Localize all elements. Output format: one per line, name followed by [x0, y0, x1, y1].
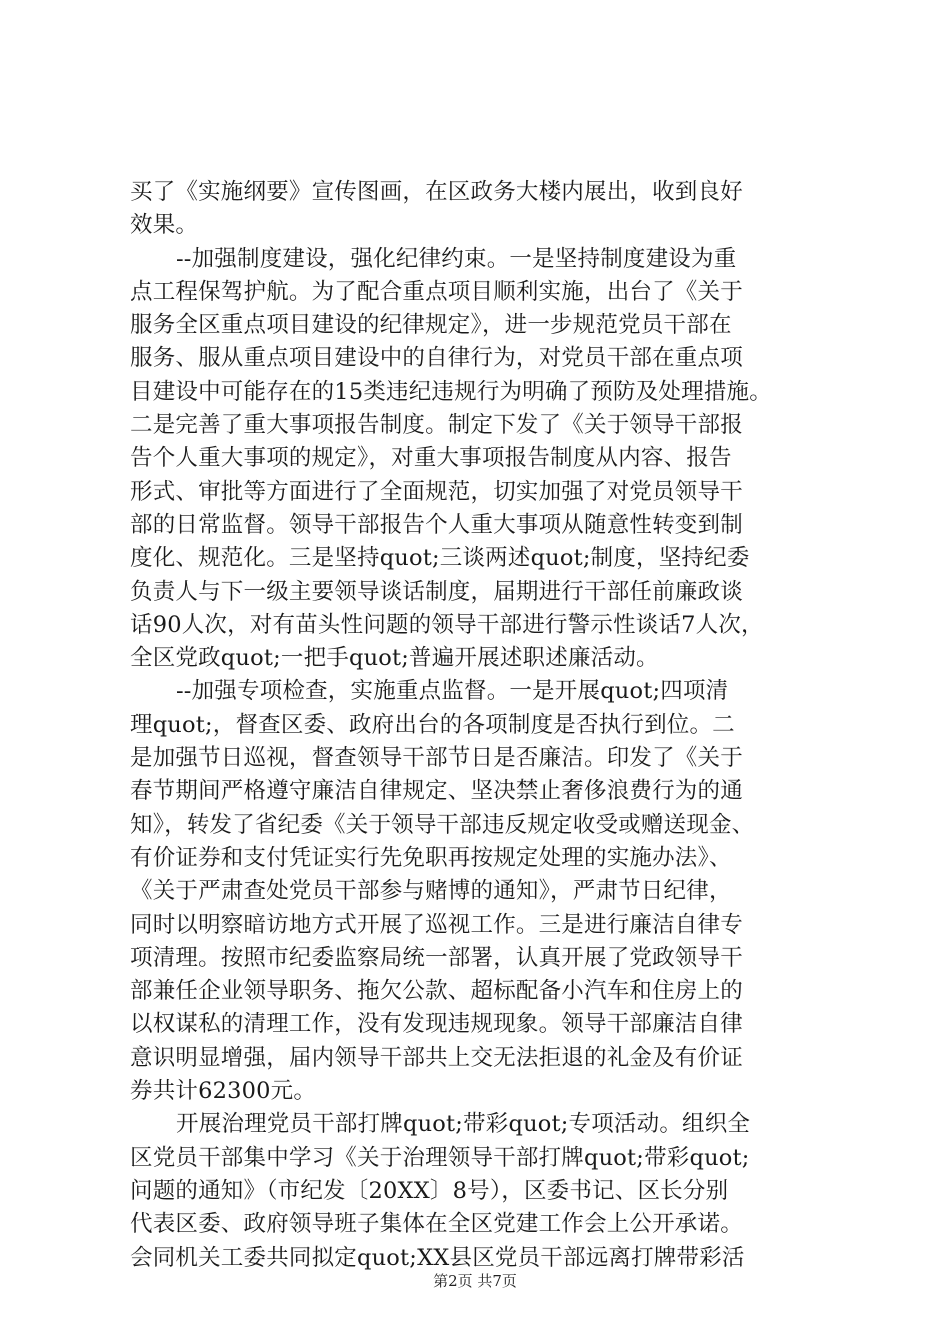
text-line: 以权谋私的清理工作，没有发现违规现象。领导干部廉洁自律	[130, 1011, 743, 1038]
text-line: 区党员干部集中学习《关于治理领导干部打牌quot;带彩quot;	[130, 1144, 750, 1171]
text-line: 同时以明察暗访地方式开展了巡视工作。三是进行廉洁自律专	[130, 911, 743, 938]
text-line: 是加强节日巡视，督查领导干部节日是否廉洁。印发了《关于	[130, 745, 743, 772]
text-line: 形式、审批等方面进行了全面规范，切实加强了对党员领导干	[130, 478, 743, 505]
text-line: 话90人次，对有苗头性问题的领导干部进行警示性谈话7人次，	[130, 611, 764, 638]
document-body	[130, 176, 830, 1275]
text-line: --加强专项检查，实施重点监督。一是开展quot;四项清	[176, 678, 729, 705]
text-line: 项清理。按照市纪委监察局统一部署，认真开展了党政领导干	[130, 944, 743, 971]
text-line: 负责人与下一级主要领导谈话制度，届期进行干部任前廉政谈	[130, 578, 743, 605]
text-line: 代表区委、政府领导班子集体在全区党建工作会上公开承诺。	[130, 1211, 743, 1238]
text-line: 春节期间严格遵守廉洁自律规定、坚决禁止奢侈浪费行为的通	[130, 778, 743, 805]
text-line: 服务、服从重点项目建设中的自律行为，对党员干部在重点项	[130, 345, 743, 372]
text-line: 全区党政quot;一把手quot;普遍开展述职述廉活动。	[130, 645, 659, 672]
text-line: 告个人重大事项的规定》，对重大事项报告制度从内容、报告	[130, 445, 732, 472]
text-line: 二是完善了重大事项报告制度。制定下发了《关于领导干部报	[130, 412, 743, 439]
text-line: 会同机关工委共同拟定quot;XX县区党员干部远离打牌带彩活	[130, 1244, 745, 1271]
text-line: 目建设中可能存在的15类违纪违规行为明确了预防及处理措施。	[130, 378, 772, 405]
text-line: 开展治理党员干部打牌quot;带彩quot;专项活动。组织全	[176, 1111, 751, 1138]
text-line: 理quot;，督查区委、政府出台的各项制度是否执行到位。二	[130, 711, 735, 738]
text-line: 服务全区重点项目建设的纪律规定》，进一步规范党员干部在	[130, 312, 732, 339]
text-line: 《关于严肃查处党员干部参与赌博的通知》，严肃节日纪律，	[130, 878, 732, 905]
text-line: 知》，转发了省纪委《关于领导干部违反规定收受或赠送现金、	[130, 811, 755, 838]
text-line: 买了《实施纲要》宣传图画，在区政务大楼内展出，收到良好	[130, 179, 743, 205]
text-line: 点工程保驾护航。为了配合重点项目顺利实施，出台了《关于	[130, 278, 743, 305]
text-line: 度化、规范化。三是坚持quot;三谈两述quot;制度，坚持纪委	[130, 545, 750, 572]
text-line: 有价证券和支付凭证实行先免职再按规定处理的实施办法》、	[130, 844, 732, 871]
text-line: --加强制度建设，强化纪律约束。一是坚持制度建设为重	[176, 245, 737, 272]
text-line: 问题的通知》（市纪发〔20XX〕8号），区委书记、区长分别	[130, 1177, 729, 1204]
page-footer: 第2页 共7页	[433, 1272, 517, 1290]
text-line: 券共计62300元。	[130, 1078, 317, 1105]
text-line: 部兼任企业领导职务、拖欠公款、超标配备小汽车和住房上的	[130, 978, 743, 1005]
text-line: 效果。	[130, 212, 199, 239]
text-line: 意识明显增强，届内领导干部共上交无法拒退的礼金及有价证	[130, 1044, 743, 1071]
text-line: 部的日常监督。领导干部报告个人重大事项从随意性转变到制	[130, 511, 743, 538]
